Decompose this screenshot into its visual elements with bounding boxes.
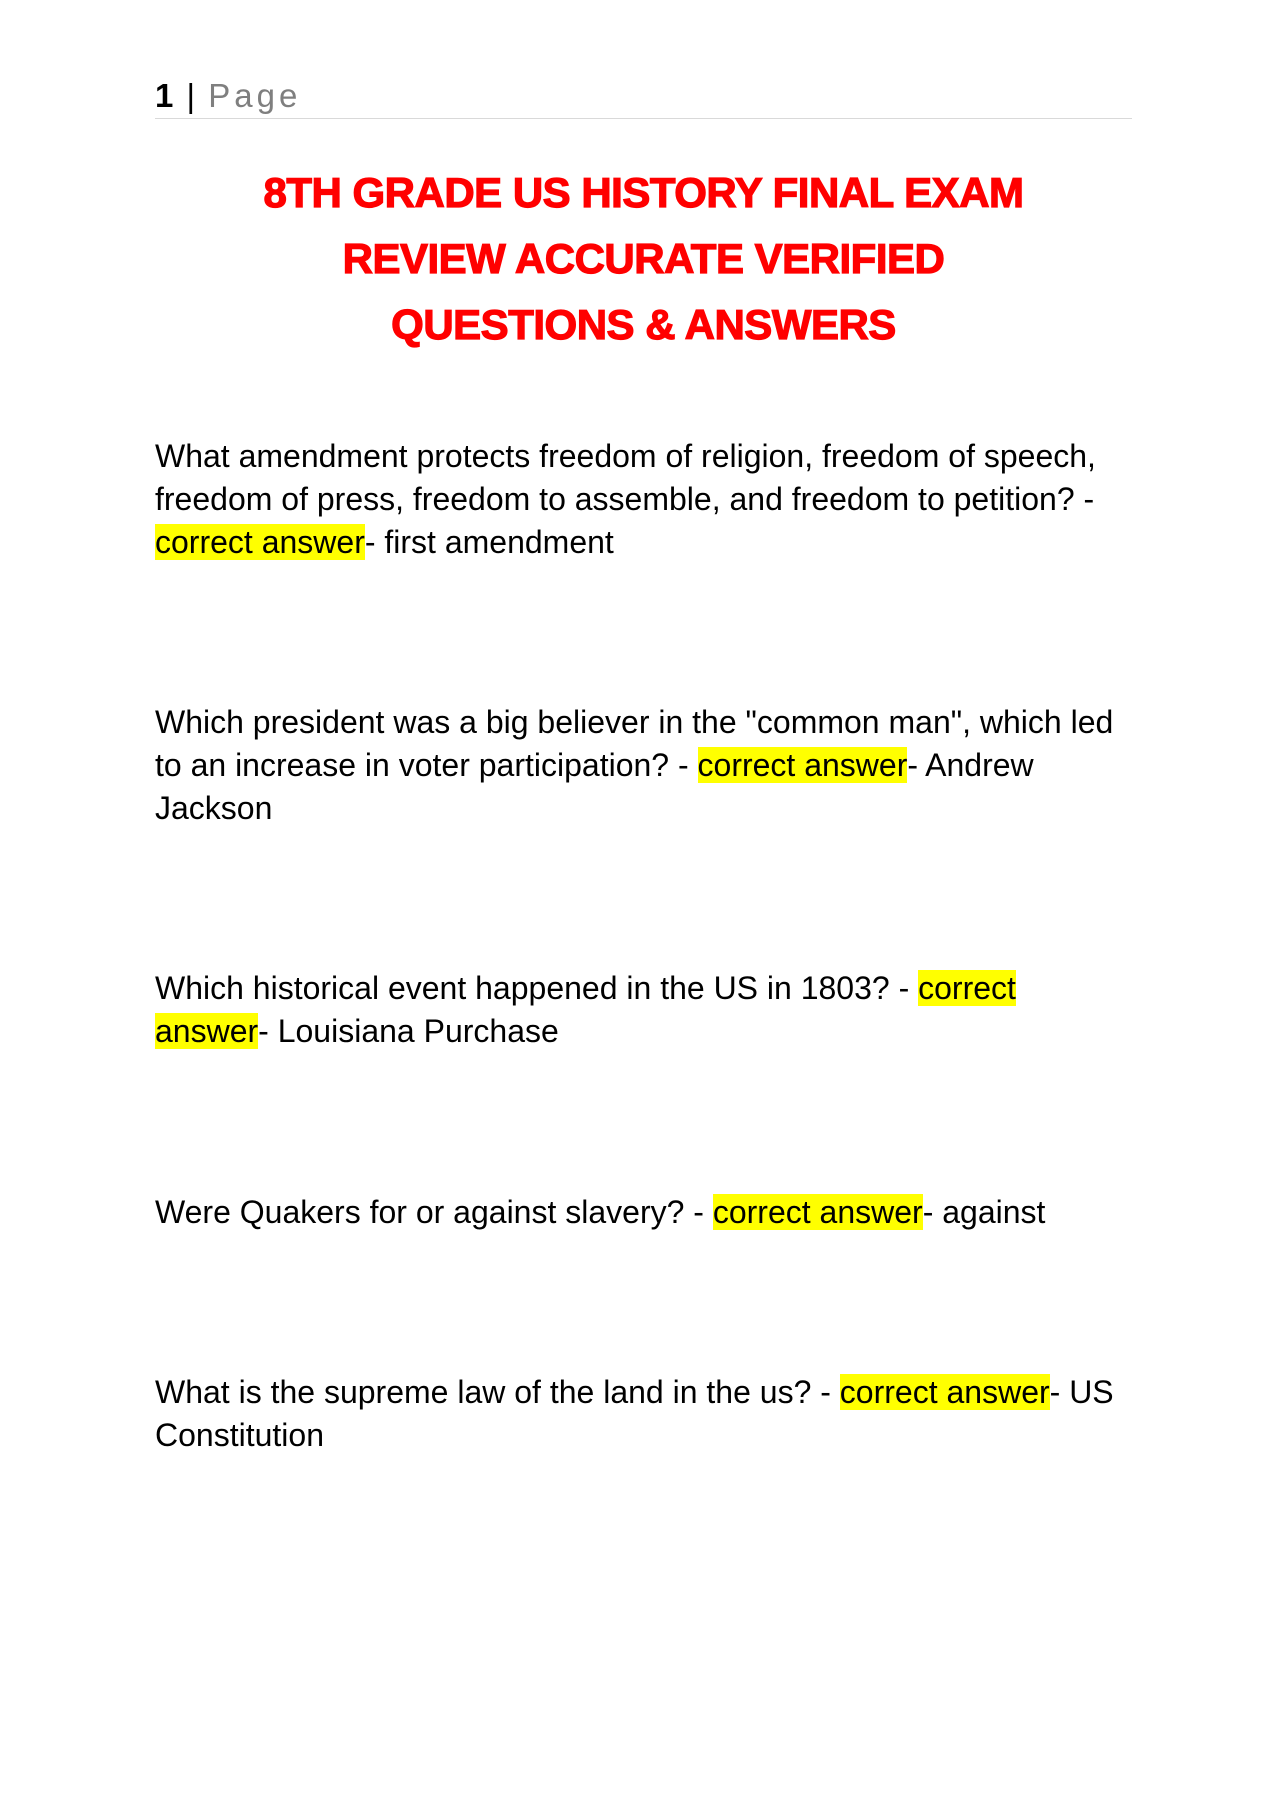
answer-text: - first amendment xyxy=(364,524,614,560)
qa-item xyxy=(155,435,1132,564)
correct-answer-highlight: correct answer xyxy=(697,747,908,783)
title-line: QUESTIONS & ANSWERS xyxy=(391,301,896,348)
page-header xyxy=(155,78,1132,119)
title-line: 8TH GRADE US HISTORY FINAL EXAM xyxy=(263,169,1024,216)
answer-text: - against xyxy=(922,1194,1046,1230)
document-title xyxy=(155,160,1132,358)
page-label: Page xyxy=(208,77,302,114)
question-text: What is the supreme law of the land in the us? - xyxy=(155,1374,840,1410)
correct-answer-highlight: correct answer xyxy=(155,970,1016,1049)
page-separator: | xyxy=(186,77,196,114)
question-text: Which historical event happened in the US in 1803? - xyxy=(155,970,919,1006)
qa-item xyxy=(155,701,1132,830)
question-text: Which president was a big believer in the "common man", which led to an increase in voter participation? - xyxy=(155,704,1114,783)
correct-answer-highlight: correct answer xyxy=(712,1194,923,1230)
title-line: REVIEW ACCURATE VERIFIED xyxy=(342,235,945,282)
answer-text: - Andrew Jackson xyxy=(155,747,1034,826)
correct-answer-highlight: correct answer xyxy=(839,1374,1050,1410)
qa-item xyxy=(155,1191,1132,1234)
qa-item xyxy=(155,1371,1132,1457)
answer-text: - Louisiana Purchase xyxy=(258,1013,559,1049)
page-number: 1 xyxy=(155,77,174,114)
question-text: What amendment protects freedom of religion, freedom of speech, freedom of press, freedom to assemble, and freedom to petition? - xyxy=(155,438,1096,517)
qa-item xyxy=(155,967,1132,1053)
answer-text: - US Constitution xyxy=(155,1374,1114,1453)
question-text: Were Quakers for or against slavery? - xyxy=(155,1194,713,1230)
correct-answer-highlight: correct answer xyxy=(155,524,365,560)
